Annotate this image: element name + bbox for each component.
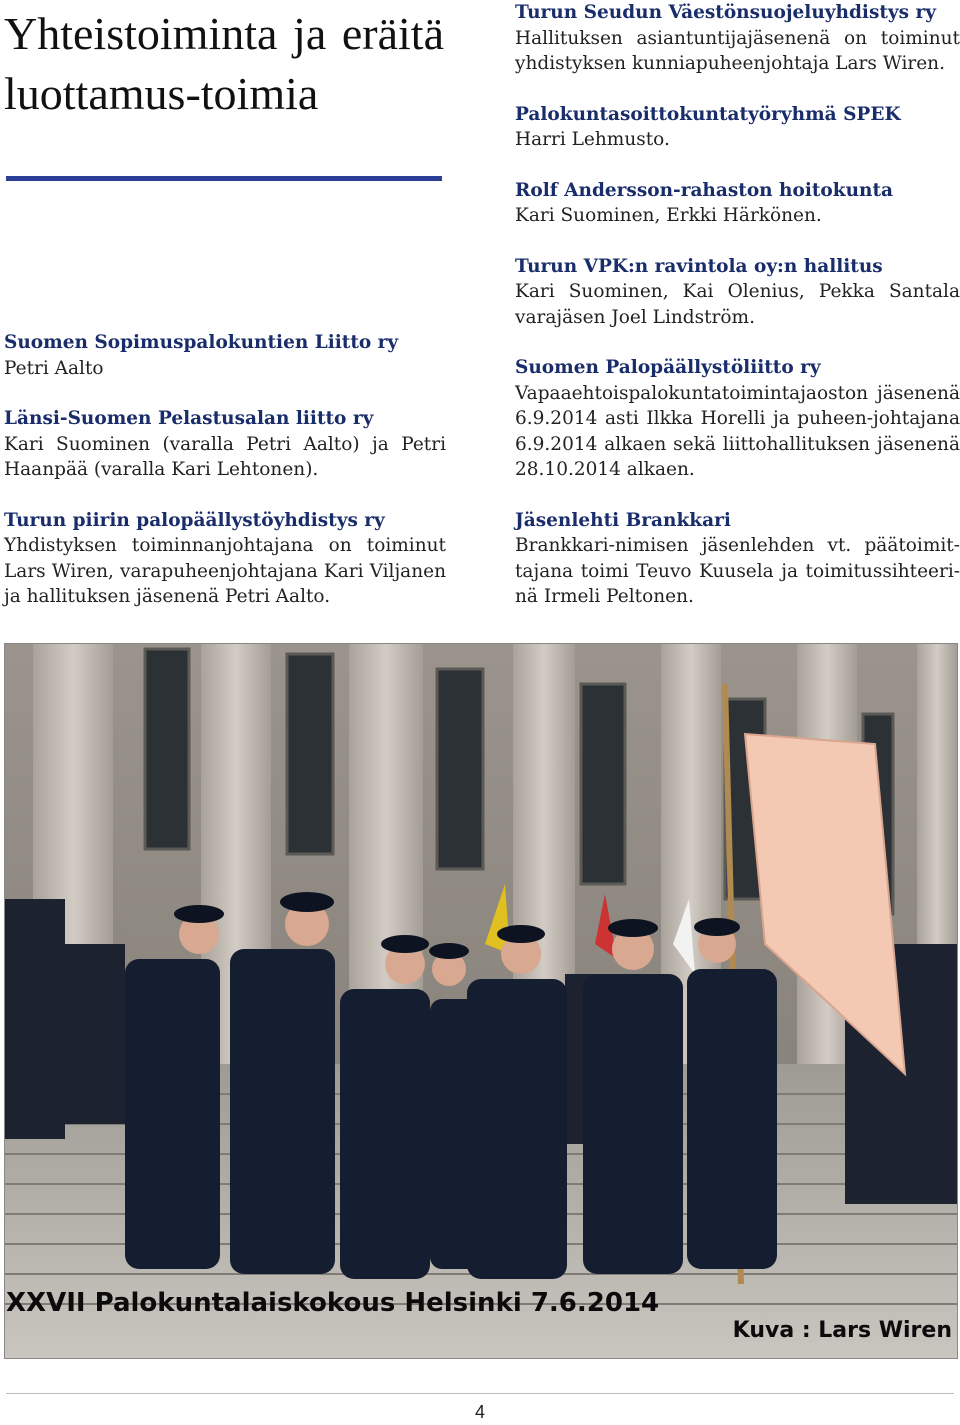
section-heading: Suomen Sopimuspalokuntien Liitto ry: [4, 332, 399, 353]
section-pelastusalan-liitto: [4, 406, 446, 483]
section-heading: Länsi-Suomen Pelastusalan liitto ry: [4, 408, 374, 429]
section-body: Kari Suominen (varalla Petri Aalto) ja Petri Haanpää (varalla Kari Lehtonen).: [4, 433, 446, 480]
section-body: Brankkari-nimisen jäsenlehden vt. päätoimit-tajana toimi Teuvo Kuusela ja toimitussihteeri-nä Irmeli Peltonen.: [515, 535, 960, 607]
section-sopimuspalokuntien-liitto: [4, 330, 446, 381]
section-body: Vapaaehtoispalokuntatoimintajaoston jäsenenä 6.9.2014 asti Ilkka Horelli ja puheen-johtajana 6.9.2014 alkaen sekä liittohallituksen jäsenenä 28.10.2014 alkaen.: [515, 382, 960, 480]
photo-credit: Kuva : Lars Wiren: [732, 1318, 952, 1343]
section-heading: Suomen Palopäällystöliitto ry: [515, 357, 821, 378]
section-rahaston-hoitokunta: [515, 178, 960, 229]
section-heading: Rolf Andersson-rahaston hoitokunta: [515, 179, 894, 201]
section-heading: Palokuntasoittokuntatyöryhmä SPEK: [515, 103, 901, 125]
section-body: Yhdistyksen toiminnanjohtajana on toiminut Lars Wiren, varapuheenjohtajana Kari Viljanen ja hallituksen jäsenenä Petri Aalto.: [4, 535, 446, 607]
section-ravintola-hallitus: [515, 254, 960, 331]
section-body: Kari Suominen, Erkki Härkönen.: [515, 205, 822, 226]
page-title: Yhteistoiminta ja eräitä luottamus-toimia: [4, 8, 444, 119]
footer-rule: [6, 1393, 954, 1394]
section-vaestonsuojeluyhdistys: [515, 0, 960, 77]
right-column: [515, 0, 960, 635]
section-jasenlehti: [515, 508, 960, 610]
section-heading: Jäsenlehti Brankkari: [515, 509, 731, 531]
section-body: Hallituksen asiantuntijajäsenenä on toiminut yhdistyksen kunniapuheenjohtaja Lars Wiren.: [515, 27, 960, 74]
section-soittokuntatyoryhma: [515, 102, 960, 153]
section-body: Petri Aalto: [4, 357, 104, 379]
section-heading: Turun piirin palopäällystöyhdistys ry: [4, 509, 385, 531]
section-body: Kari Suominen, Kai Olenius, Pekka Santala varajäsen Joel Lindström.: [515, 281, 960, 328]
section-heading: Turun VPK:n ravintola oy:n hallitus: [515, 255, 883, 277]
section-body: Harri Lehmusto.: [515, 129, 670, 150]
page-number: 4: [474, 1402, 485, 1422]
photo-caption: XXVII Palokuntalaiskokous Helsinki 7.6.2014: [6, 1288, 660, 1318]
group-photo: [4, 643, 958, 1359]
section-palopaallystoyhdistys: [4, 508, 446, 610]
section-heading: Turun Seudun Väestönsuojeluyhdistys ry: [515, 2, 937, 23]
group-photo-illustration: [5, 644, 957, 1358]
section-palopaallystoliitto: [515, 355, 960, 483]
title-underline: [6, 176, 442, 181]
left-column: [4, 330, 446, 635]
